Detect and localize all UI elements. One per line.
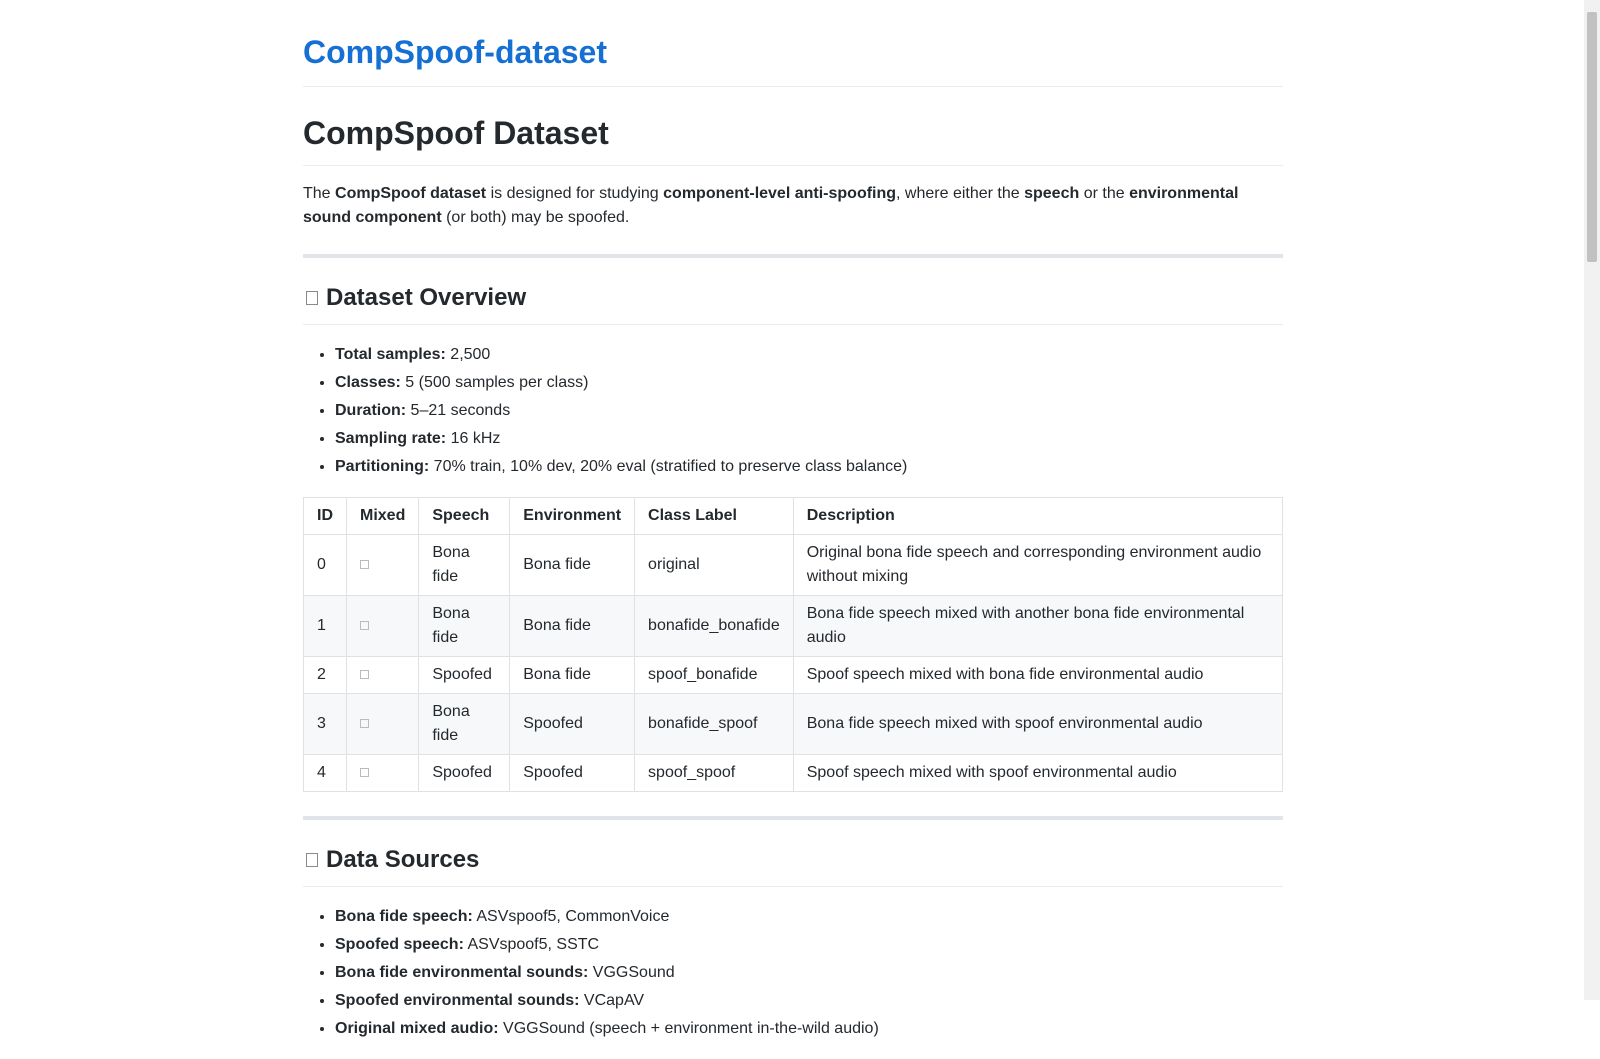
list-item [335,369,1283,397]
cell-speech: Spoofed [419,657,510,694]
item-label: Bona fide speech: [335,908,473,925]
divider [303,254,1283,258]
cell-id: 4 [304,755,347,792]
intro-bold: environmental sound component [303,185,1239,226]
site-title-link[interactable]: CompSpoof-dataset [303,34,607,70]
checkbox-icon [360,560,369,569]
cell-id: 0 [304,535,347,596]
item-label: Bona fide environmental sounds: [335,964,589,981]
section-heading-overview [303,282,1283,325]
cell-mixed [347,755,419,792]
cell-description: Original bona fide speech and corresponding environment audio without mixing [793,535,1282,596]
cell-id: 1 [304,596,347,657]
cell-description: Spoof speech mixed with spoof environmental audio [793,755,1282,792]
cell-environment: Spoofed [510,755,635,792]
list-item [335,959,1283,987]
table-row [304,535,1283,596]
table-row [304,755,1283,792]
cell-environment: Spoofed [510,694,635,755]
cell-class-label: bonafide_spoof [635,694,794,755]
item-value: 16 kHz [446,430,501,447]
cell-description: Bona fide speech mixed with spoof environmental audio [793,694,1282,755]
cell-description: Spoof speech mixed with bona fide environmental audio [793,657,1282,694]
item-label: Sampling rate: [335,430,447,447]
intro-bold: speech [1024,185,1080,202]
list-item [335,903,1283,931]
intro-text: is designed for studying [486,185,664,202]
item-value: 5–21 seconds [406,402,511,419]
cell-environment: Bona fide [510,657,635,694]
site-header [303,30,1283,87]
cell-environment: Bona fide [510,596,635,657]
cell-mixed [347,657,419,694]
item-label: Original mixed audio: [335,1020,499,1037]
sources-list [303,903,1283,1043]
checkbox-icon [360,719,369,728]
missing-emoji-icon [306,853,318,867]
intro-bold: CompSpoof dataset [335,185,487,202]
cell-speech: Bona fide [419,596,510,657]
missing-emoji-icon [306,291,318,305]
column-header-class-label: Class Label [635,498,794,535]
table-row [304,596,1283,657]
cell-description: Bona fide speech mixed with another bona fide environmental audio [793,596,1282,657]
scrollbar-thumb[interactable] [1587,12,1597,262]
intro-bold: component-level anti-spoofing [663,185,897,202]
column-header-id: ID [304,498,347,535]
cell-speech: Spoofed [419,755,510,792]
cell-environment: Bona fide [510,535,635,596]
cell-class-label: original [635,535,794,596]
item-label: Spoofed speech: [335,936,464,953]
list-item [335,453,1283,481]
item-label: Classes: [335,374,401,391]
column-header-speech: Speech [419,498,510,535]
column-header-mixed: Mixed [347,498,419,535]
vertical-scrollbar[interactable] [1584,0,1600,1000]
list-item [335,341,1283,369]
list-item [335,931,1283,959]
cell-mixed [347,535,419,596]
item-label: Spoofed environmental sounds: [335,992,580,1009]
checkbox-icon [360,621,369,630]
list-item [335,987,1283,1015]
item-value: VGGSound [588,964,675,981]
section-heading-sources [303,844,1283,887]
item-label: Duration: [335,402,407,419]
list-item [335,425,1283,453]
class-table [303,497,1283,792]
item-value: ASVspoof5, SSTC [463,936,600,953]
overview-list [303,341,1283,481]
table-row [304,657,1283,694]
table-row [304,694,1283,755]
intro-paragraph [303,182,1283,230]
section-heading-text: Data Sources [326,846,480,873]
cell-speech: Bona fide [419,535,510,596]
content [303,30,1283,1059]
divider [303,816,1283,820]
item-label: Partitioning: [335,458,430,475]
table-header-row [304,498,1283,535]
item-value: 70% train, 10% dev, 20% eval (stratified to preserve class balance) [429,458,908,475]
cell-id: 3 [304,694,347,755]
intro-text: The [303,185,336,202]
cell-mixed [347,596,419,657]
page-title: CompSpoof Dataset [303,113,1283,166]
item-value: VCapAV [579,992,645,1009]
cell-class-label: spoof_spoof [635,755,794,792]
cell-class-label: bonafide_bonafide [635,596,794,657]
cell-id: 2 [304,657,347,694]
list-item [335,1015,1283,1043]
section-heading-text: Dataset Overview [326,284,527,311]
item-value: 5 (500 samples per class) [400,374,589,391]
intro-text: or the [1079,185,1130,202]
column-header-environment: Environment [510,498,635,535]
cell-mixed [347,694,419,755]
item-value: ASVspoof5, CommonVoice [472,908,670,925]
list-item [335,397,1283,425]
checkbox-icon [360,670,369,679]
checkbox-icon [360,768,369,777]
intro-text: (or both) may be spoofed. [441,209,630,226]
column-header-description: Description [793,498,1282,535]
cell-class-label: spoof_bonafide [635,657,794,694]
item-label: Total samples: [335,346,446,363]
item-value: 2,500 [445,346,491,363]
intro-text: , where either the [896,185,1025,202]
item-value: VGGSound (speech + environment in-the-wild audio) [498,1020,879,1037]
cell-speech: Bona fide [419,694,510,755]
